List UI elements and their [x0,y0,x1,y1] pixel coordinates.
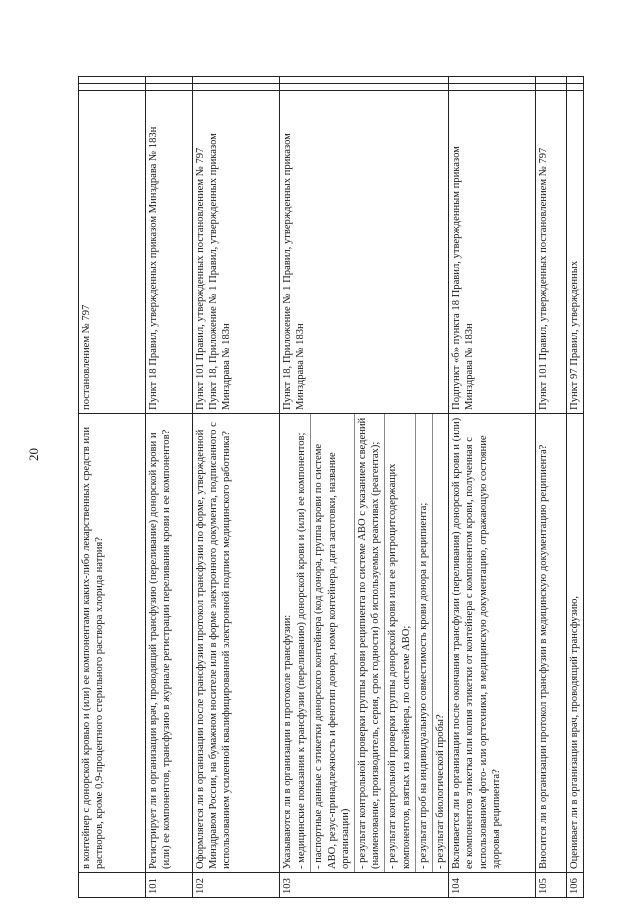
table-row [193,77,280,898]
row-number: 102 [193,873,280,898]
requirement-text: Пункт 18, Приложение № 1 Правил, утвержденных приказом Минздрава № 183н [280,91,449,414]
question-text [280,413,449,872]
answer-cell [79,84,146,91]
note-cell [536,77,567,84]
subitem: - паспортные данные с этикетки донорского контейнера (код донора, группа крови по системе АВО, резус-принадлежность и фенотип донора, номер контейнера, дата заготовки, название организации) [313,443,351,870]
requirement-text: постановлением № 797 [79,91,146,414]
question-text: Оценивает ли в организации врач, проводящий трансфузию, [567,413,584,872]
table-row [536,77,567,898]
note-cell [79,77,146,84]
checklist-table [78,76,584,898]
note-cell [146,77,193,84]
answer-cell [193,84,280,91]
table-row [280,77,449,898]
subitem: - результат контрольной проверки группы крови реципиента по системе АВО с указанием сведений (наименование, производитель, серия, срок годности) об используемых реактивах (реагентах); [357,417,382,870]
requirement-text: Пункт 101 Правил, утвержденных постановлением № 797 Пункт 18, Приложение № 1 Правил, утвержденных приказом Минздрава № 183н [193,91,280,414]
question-text: Вклеивается ли в организации после окончания трансфузии (переливания) донорской крови и (или) ее компонентов этикетка или копия этикетки от контейнера с компонентом крови, полученная с использованием фото- или оргтехники, в медицинскую документацию, отражающую состояние здоровья реципиента? [449,413,536,872]
note-cell [193,77,280,84]
requirement-text: Пункт 18 Правил, утвержденных приказом Минздрава № 183н [146,91,193,414]
table-row [567,77,584,898]
page-number: 20 [26,448,41,461]
question-text: Вносится ли в организации протокол трансфузии в медицинскую документацию реципиента? [536,413,567,872]
subitem: - результат контрольной проверки группы донорской крови или ее эритроцитсодержащих компонентов, взятых из контейнера, по системе АВО; [387,463,412,870]
row-number: 101 [146,873,193,898]
row-number [79,873,146,898]
requirement-text: Пункт 101 Правил, утвержденных постановлением № 797 [536,91,567,414]
answer-cell [449,84,536,91]
row-number: 103 [280,873,449,898]
row-number: 106 [567,873,584,898]
requirement-text: Пункт 97 Правил, утвержденных [567,91,584,414]
answer-cell [146,84,193,91]
question-text: Оформляется ли в организации после трансфузии протокол трансфузии по форме, утвержденной Минздравом России, на бумажном носителе или в форме электронного документа, подписанного с использованием усиленной квалифицированной электронной подписи медицинского работника? [193,413,280,872]
answer-cell [536,84,567,91]
subitem: - медицинские показания к трансфузии (переливанию) донорской крови и (или) ее компонентов; [296,432,308,870]
question-text: Регистрирует ли в организации врач, проводящий трансфузию (переливание) донорской крови и (или) ее компонентов, трансфузию в журнале регистрации переливания крови и ее компонентов? [146,413,193,872]
table-row [79,77,146,898]
note-cell [449,77,536,84]
table-row [146,77,193,898]
question-intro: Указываются ли в организации в протоколе трансфузии: [282,614,293,870]
answer-cell [280,84,449,91]
question-text: в контейнер с донорской кровью и (или) ее компонентами каких-либо лекарственных средств или растворов, кроме 0,9-процентного стерильного раствора хлорида натрия? [79,413,146,872]
answer-cell [567,84,584,91]
requirement-text: Подпункт «б» пункта 18 Правил, утвержденным приказом Минздрава № 183н [449,91,536,414]
row-number: 105 [536,873,567,898]
note-cell [567,77,584,84]
row-number: 104 [449,873,536,898]
subitem: - результат биологической пробы? [435,714,447,870]
table-row [449,77,536,898]
subitem: - результат проб на индивидуальную совместимость крови донора и реципиента; [417,502,429,870]
note-cell [280,77,449,84]
